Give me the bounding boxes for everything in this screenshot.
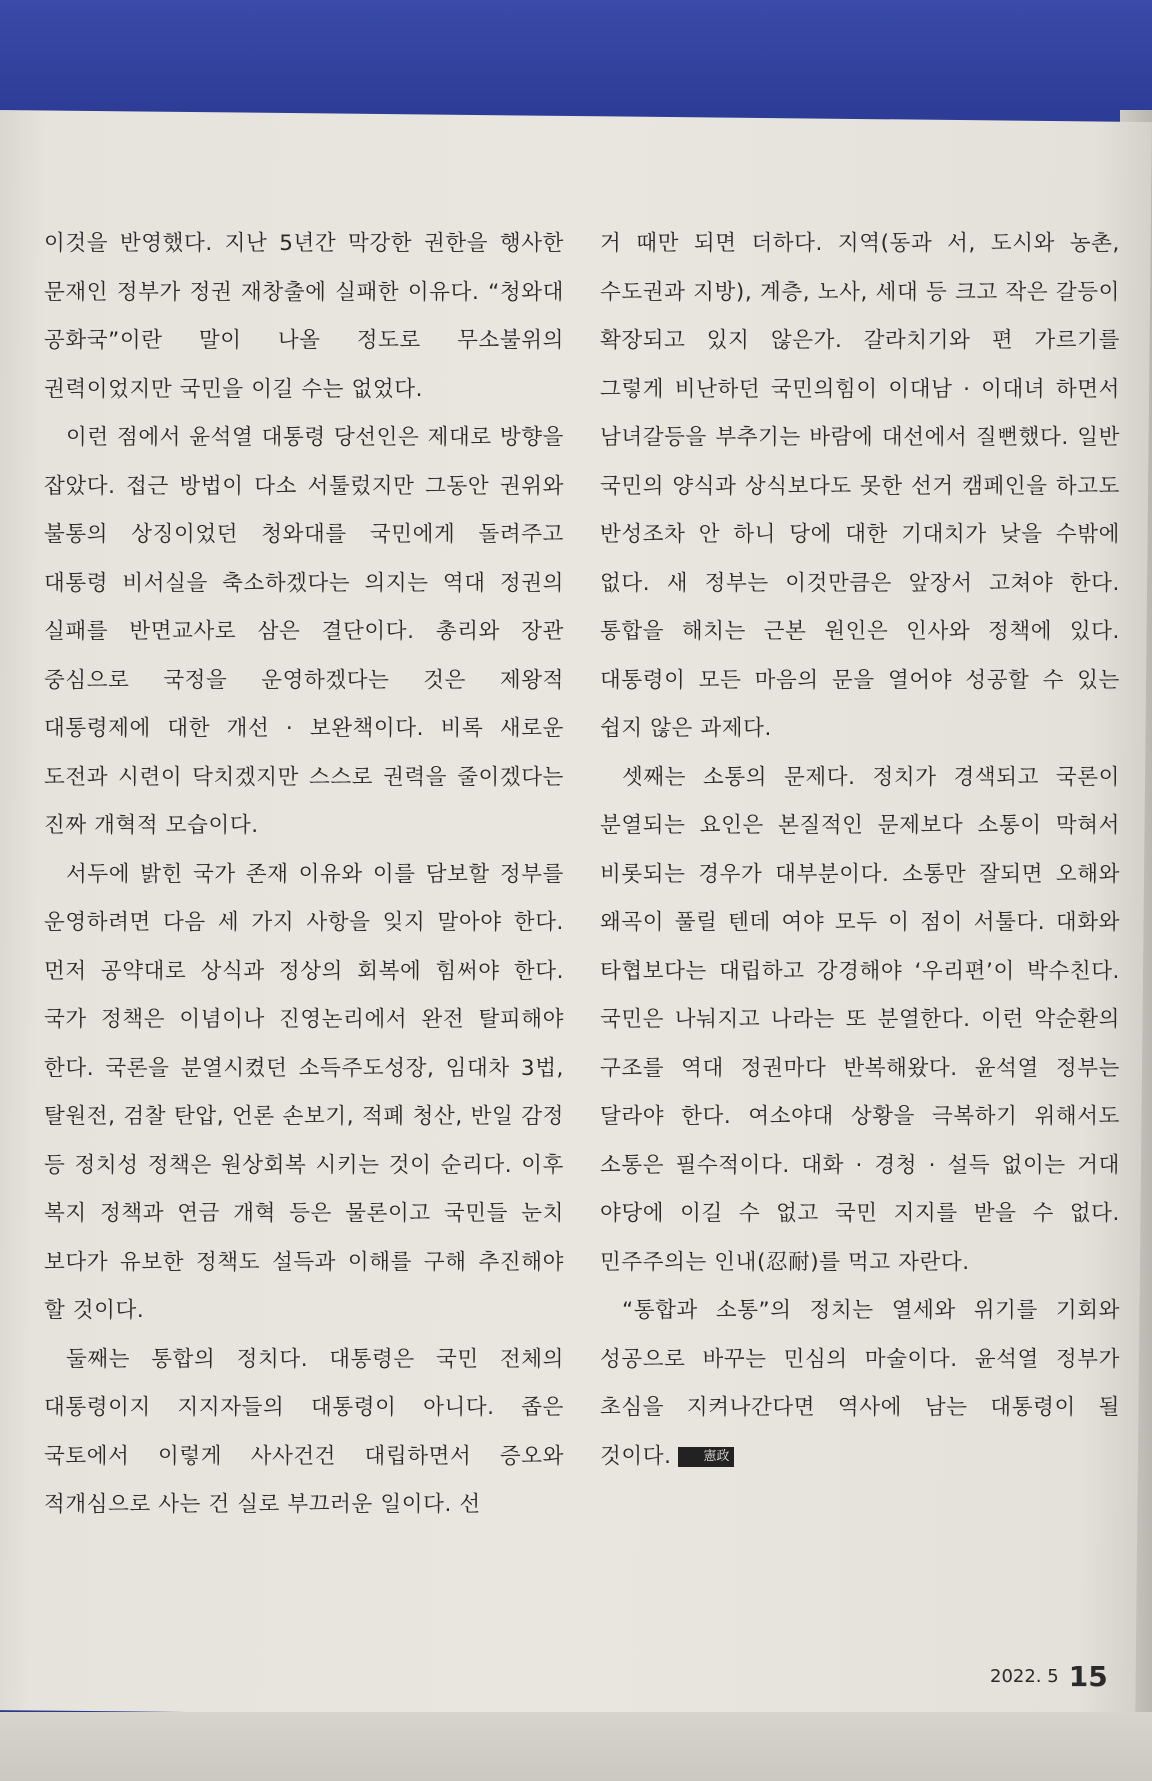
paragraph-text: “통합과 소통”의 정치는 열세와 위기를 기회와 성공으로 바꾸는 민심의 마술이다. 윤석열 정부가 초심을 지켜나간다면 역사에 남는 대통령이 될 것이다. [600, 1298, 1120, 1469]
right-column [600, 220, 1120, 1481]
paragraph [600, 1287, 1120, 1481]
paragraph: 이런 점에서 윤석열 대통령 당선인은 제대로 방향을 잡았다. 접근 방법이 다소 서툴렀지만 그동안 권위와 불통의 상징이었던 청와대를 국민에게 돌려주고 대통령 비서실을 축소하겠다는 의지는 역대 정권의 실패를 반면교사로 삼은 결단이다. 총리와 장관 중심으로 국정을 운영하겠다는 것은 제왕적 대통령제에 대한 개선 · 보완책이다. 비록 새로운 도전과 시련이 닥치겠지만 스스로 권력을 줄이겠다는 진짜 개혁적 모습이다. [44, 425, 564, 838]
paragraph: 셋째는 소통의 문제다. 정치가 경색되고 국론이 분열되는 요인은 본질적인 문제보다 소통이 막혀서 비롯되는 경우가 대부분이다. 소통만 잘되면 오해와 왜곡이 풀릴 텐데 여야 모두 이 점이 서툴다. 대화와 타협보다는 대립하고 강경해야 ‘우리편’이 박수친다. 국민은 나눠지고 나라는 또 분열한다. 이런 악순환의 구조를 역대 정권마다 반복해왔다. 윤석열 정부는 달라야 한다. 여소야대 상황을 극복하기 위해서도 소통은 필수적이다. 대화 · 경청 · 설득 없이는 거대 야당에 이길 수 없고 국민 지지를 받을 수 없다. 민주주의는 인내(忍耐)를 먹고 자란다. [600, 764, 1120, 1275]
paragraph: 둘째는 통합의 정치다. 대통령은 국민 전체의 대통령이지 지지자들의 대통령이 아니다. 좁은 국토에서 이렇게 사사건건 대립하면서 증오와 적개심으로 사는 건 실로 부끄러운 일이다. 선 [44, 1346, 564, 1517]
paragraph: 서두에 밝힌 국가 존재 이유와 이를 담보할 정부를 운영하려면 다음 세 가지 사항을 잊지 말아야 한다. 먼저 공약대로 상식과 정상의 회복에 힘써야 한다. 국가 정책은 이념이나 진영논리에서 완전 탈피해야 한다. 국론을 분열시켰던 소득주도성장, 임대차 3법, 탈원전, 검찰 탄압, 언론 손보기, 적폐 청산, 반일 감정 등 정치성 정책은 원상회복 시키는 것이 순리다. 이후 복지 정책과 연금 개혁 등은 물론이고 국민들 눈치 보다가 유보한 정책도 설득과 이해를 구해 추진해야 할 것이다. [44, 861, 564, 1323]
page-footer [990, 1660, 1108, 1693]
issue-date: 2022. 5 [990, 1666, 1059, 1687]
paragraph: 이것을 반영했다. 지난 5년간 막강한 권한을 행사한 문재인 정부가 정권 재창출에 실패한 이유다. “청와대 공화국”이란 말이 나올 정도로 무소불위의 권력이었지만 국민을 이길 수는 없었다. [44, 231, 564, 402]
end-mark-icon: 憲政 [678, 1447, 734, 1467]
page-number: 15 [1068, 1660, 1108, 1693]
left-column [44, 220, 564, 1530]
page-bottom [0, 1712, 1152, 1781]
paragraph: 거 때만 되면 더하다. 지역(동과 서, 도시와 농촌, 수도권과 지방), 계층, 노사, 세대 등 크고 작은 갈등이 확장되고 있지 않은가. 갈라치기와 편 가르기를 그렇게 비난하던 국민의힘이 이대남 · 이대녀 하면서 남녀갈등을 부추기는 바람에 대선에서 질뻔했다. 일반 국민의 양식과 상식보다도 못한 선거 캠페인을 하고도 반성조차 안 하니 당에 대한 기대치가 낮을 수밖에 없다. 새 정부는 이것만큼은 앞장서 고쳐야 한다. 통합을 해치는 근본 원인은 인사와 정책에 있다. 대통령이 모든 마음의 문을 열어야 성공할 수 있는 쉽지 않은 과제다. [600, 231, 1120, 741]
